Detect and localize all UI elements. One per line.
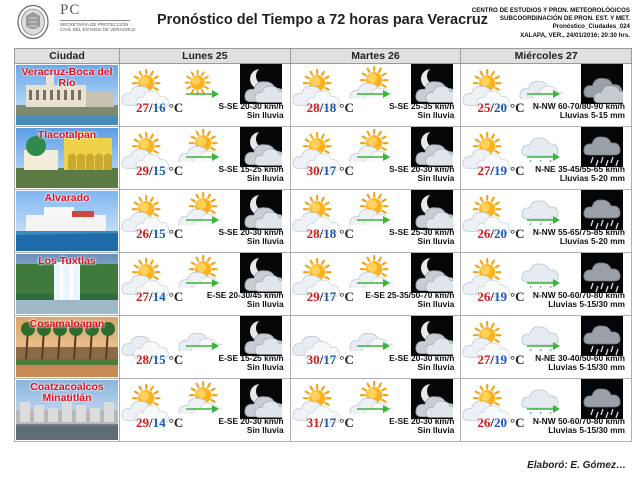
moon-cloud-icon bbox=[240, 316, 282, 356]
temp-unit: °C bbox=[168, 415, 184, 430]
wind-speed: E-SE 20-30/45 km/h bbox=[206, 290, 284, 300]
rain-forecast: Sin lluvia bbox=[417, 173, 455, 183]
city-cell bbox=[15, 127, 120, 190]
wind-speed: S-SE 20-30 km/h bbox=[218, 101, 284, 111]
temp-unit: °C bbox=[168, 352, 184, 367]
forecast-cell bbox=[290, 190, 461, 253]
wind-speed: N-NW 55-65/75-85 km/h bbox=[532, 227, 625, 237]
temp-max: 27 bbox=[136, 100, 149, 115]
rain-dark-icon bbox=[581, 127, 623, 167]
rain-forecast: Sin lluvia bbox=[246, 236, 284, 246]
temp-max: 28 bbox=[306, 100, 320, 115]
wind-rain-text bbox=[389, 354, 454, 372]
wind-arrow-icon bbox=[357, 404, 391, 414]
temp-unit: °C bbox=[509, 352, 525, 367]
temp-max: 27 bbox=[477, 352, 491, 367]
wind-arrow-icon bbox=[357, 278, 391, 288]
forecast-cell bbox=[461, 253, 632, 316]
issuer-line-1: CENTRO DE ESTUDIOS Y PRON. METEOROLÓGICOS bbox=[471, 7, 630, 14]
wind-arrow-icon bbox=[357, 341, 391, 351]
forecast-cell bbox=[290, 64, 461, 127]
wind-rain-text bbox=[535, 354, 625, 372]
rain-dark-icon bbox=[581, 316, 623, 356]
rain-forecast: Sin lluvia bbox=[417, 362, 455, 372]
forecast-cell bbox=[120, 127, 291, 190]
wind-arrow-icon bbox=[527, 89, 561, 99]
temp-unit: °C bbox=[168, 289, 184, 304]
forecast-cell bbox=[290, 379, 461, 442]
logo-rule bbox=[60, 20, 130, 21]
temp-max: 27 bbox=[477, 163, 491, 178]
wind-speed: S-SE 25-30 km/h bbox=[389, 227, 455, 237]
wind-rain-text bbox=[389, 417, 454, 435]
wind-arrow-icon bbox=[527, 278, 561, 288]
wind-arrow-icon bbox=[357, 89, 391, 99]
temp-separator: / bbox=[149, 415, 153, 430]
forecast-cell bbox=[290, 316, 461, 379]
temperature bbox=[477, 289, 524, 305]
table-row bbox=[15, 190, 632, 253]
temp-max: 27 bbox=[136, 289, 149, 304]
rain-forecast: Lluvias 5-15/30 mm bbox=[548, 362, 625, 372]
rain-forecast: Lluvias 5-20 mm bbox=[559, 173, 625, 183]
moon-cloud-icon bbox=[411, 316, 453, 356]
column-header-day-1: Lunes 25 bbox=[120, 49, 291, 64]
rain-forecast: Sin lluvia bbox=[417, 425, 455, 435]
temp-separator: / bbox=[319, 100, 324, 115]
temp-separator: / bbox=[490, 163, 494, 178]
temp-separator: / bbox=[490, 352, 494, 367]
temp-separator: / bbox=[149, 352, 153, 367]
logo-text: PC bbox=[60, 2, 81, 18]
wind-rain-text bbox=[535, 165, 625, 183]
temperature bbox=[136, 226, 183, 242]
temp-unit: °C bbox=[339, 289, 354, 304]
wind-speed: N-NW 50-60/70-80 km/h bbox=[532, 290, 625, 300]
temp-max: 28 bbox=[136, 352, 149, 367]
temp-unit: °C bbox=[339, 352, 354, 367]
city-name: Coatzacoalcos Minatitlán bbox=[30, 381, 104, 404]
wind-speed: E-SE 20-30 km/h bbox=[389, 416, 455, 426]
rain-forecast: Sin lluvia bbox=[246, 299, 284, 309]
issue-datetime: XALAPA, VER., 24/01/2016; 20:30 hrs. bbox=[520, 31, 630, 39]
temp-max: 26 bbox=[477, 289, 491, 304]
state-seal-icon bbox=[16, 4, 50, 40]
city-name: Veracruz-Boca del Río bbox=[21, 66, 113, 89]
forecast-cell bbox=[461, 379, 632, 442]
temp-separator: / bbox=[490, 226, 494, 241]
wind-arrow-icon bbox=[186, 215, 220, 225]
wind-speed: S-SE 25-35 km/h bbox=[389, 101, 455, 111]
issuer-block bbox=[430, 7, 630, 40]
city-name: Alvarado bbox=[44, 192, 90, 204]
wind-speed: E-SE 20-30 km/h bbox=[218, 416, 284, 426]
rain-forecast: Lluvias 5-15/30 mm bbox=[548, 299, 625, 309]
table-header-row bbox=[15, 49, 632, 64]
cloud-dark-icon bbox=[581, 64, 623, 104]
temp-min: 17 bbox=[323, 415, 337, 430]
forecast-cell bbox=[120, 64, 291, 127]
temp-max: 29 bbox=[306, 289, 320, 304]
temperature bbox=[477, 352, 524, 368]
temp-max: 29 bbox=[136, 163, 149, 178]
table-row bbox=[15, 64, 632, 127]
wind-rain-text bbox=[533, 228, 625, 246]
temp-min: 18 bbox=[323, 226, 337, 241]
temp-min: 19 bbox=[493, 352, 507, 367]
wind-rain-text bbox=[533, 417, 625, 435]
temp-max: 30 bbox=[306, 163, 320, 178]
rain-forecast: Sin lluvia bbox=[417, 110, 455, 120]
temperature bbox=[136, 415, 183, 431]
temperature bbox=[307, 289, 354, 305]
wind-arrow-icon bbox=[527, 341, 561, 351]
temp-separator: / bbox=[319, 163, 324, 178]
temp-min: 17 bbox=[323, 352, 337, 367]
temperature bbox=[307, 226, 354, 242]
issuer-line-2: SUBCOORDINACIÓN DE PRON. EST. Y MET. bbox=[499, 15, 630, 23]
temperature bbox=[477, 100, 524, 116]
rain-forecast: Sin lluvia bbox=[246, 110, 284, 120]
temp-min: 16 bbox=[152, 100, 166, 115]
forecast-cell bbox=[120, 190, 291, 253]
city-name: Tlacotalpan bbox=[37, 129, 97, 141]
temperature bbox=[307, 415, 354, 431]
rain-forecast: Sin lluvia bbox=[417, 299, 455, 309]
rain-forecast: Sin lluvia bbox=[246, 173, 284, 183]
temperature bbox=[477, 163, 524, 179]
wind-speed: S-SE 15-25 km/h bbox=[218, 164, 284, 174]
wind-rain-text bbox=[533, 102, 625, 120]
moon-cloud-icon bbox=[411, 253, 453, 293]
wind-arrow-icon bbox=[186, 341, 220, 351]
table-row bbox=[15, 316, 632, 379]
page-title: Pronóstico del Tiempo a 72 horas para Veracruz bbox=[157, 12, 488, 28]
moon-cloud-icon bbox=[411, 190, 453, 230]
author-credit: Elaboró: E. Gómez… bbox=[527, 460, 626, 471]
temp-min: 14 bbox=[152, 289, 166, 304]
temp-min: 15 bbox=[152, 226, 166, 241]
forecast-cell bbox=[461, 316, 632, 379]
moon-cloud-icon bbox=[411, 379, 453, 419]
rain-forecast: Sin lluvia bbox=[246, 425, 284, 435]
temp-separator: / bbox=[490, 100, 494, 115]
temp-max: 26 bbox=[477, 226, 491, 241]
wind-arrow-icon bbox=[186, 152, 220, 162]
temp-unit: °C bbox=[509, 163, 525, 178]
moon-cloud-icon bbox=[240, 379, 282, 419]
temp-min: 17 bbox=[323, 163, 337, 178]
header bbox=[0, 0, 640, 46]
temp-min: 20 bbox=[493, 100, 507, 115]
column-header-day-2: Martes 26 bbox=[290, 49, 461, 64]
temp-max: 25 bbox=[477, 100, 491, 115]
temp-max: 30 bbox=[306, 352, 320, 367]
wind-arrow-icon bbox=[186, 404, 220, 414]
wind-arrow-icon bbox=[527, 404, 561, 414]
wind-speed: S-SE 20-30 km/h bbox=[389, 164, 455, 174]
moon-cloud-icon bbox=[240, 127, 282, 167]
wind-rain-text bbox=[533, 291, 625, 309]
temp-max: 26 bbox=[136, 226, 149, 241]
wind-rain-text bbox=[218, 102, 283, 120]
temp-min: 19 bbox=[493, 163, 507, 178]
temperature bbox=[136, 352, 183, 368]
wind-speed: S-SE 20-30 km/h bbox=[218, 227, 284, 237]
wind-speed: E-SE 15-25 km/h bbox=[218, 353, 284, 363]
forecast-file: Pronóstico_Ciudades_024 bbox=[552, 23, 630, 31]
temp-separator: / bbox=[319, 415, 324, 430]
wind-rain-text bbox=[218, 417, 283, 435]
temp-unit: °C bbox=[339, 163, 354, 178]
city-cell bbox=[15, 379, 120, 442]
temp-min: 20 bbox=[493, 415, 507, 430]
city-name: Los Tuxtlas bbox=[38, 255, 96, 267]
moon-cloud-icon bbox=[411, 127, 453, 167]
forecast-cell bbox=[461, 64, 632, 127]
temp-min: 15 bbox=[152, 352, 166, 367]
moon-cloud-icon bbox=[240, 64, 282, 104]
wind-arrow-icon bbox=[357, 152, 391, 162]
temperature bbox=[477, 415, 524, 431]
temp-max: 31 bbox=[306, 415, 320, 430]
temperature bbox=[136, 163, 183, 179]
temp-unit: °C bbox=[339, 226, 354, 241]
temp-min: 17 bbox=[323, 289, 337, 304]
forecast-cell bbox=[290, 253, 461, 316]
temp-unit: °C bbox=[509, 289, 525, 304]
forecast-cell bbox=[120, 379, 291, 442]
table-row bbox=[15, 127, 632, 190]
temp-unit: °C bbox=[168, 100, 184, 115]
temp-min: 19 bbox=[493, 289, 507, 304]
moon-cloud-icon bbox=[411, 64, 453, 104]
temperature bbox=[136, 100, 183, 116]
wind-rain-text bbox=[207, 291, 284, 309]
rain-dark-icon bbox=[581, 253, 623, 293]
forecast-cell bbox=[290, 127, 461, 190]
agency-name: SECRETARÍA DE PROTECCIÓN CIVIL DEL ESTADO DE VERACRUZ bbox=[60, 22, 136, 33]
temp-separator: / bbox=[319, 352, 324, 367]
forecast-cell bbox=[461, 127, 632, 190]
wind-speed: N-NE 30-40/50-60 km/h bbox=[535, 353, 625, 363]
temp-unit: °C bbox=[509, 415, 525, 430]
rain-forecast: Sin lluvia bbox=[417, 236, 455, 246]
rain-forecast: Sin lluvia bbox=[246, 362, 284, 372]
forecast-cell bbox=[120, 316, 291, 379]
wind-speed: N-NW 60-70/80-90 km/h bbox=[532, 101, 625, 111]
wind-speed: E-SE 25-35/50-70 km/h bbox=[365, 290, 455, 300]
temperature bbox=[477, 226, 524, 242]
temp-unit: °C bbox=[509, 226, 525, 241]
column-header-city: Ciudad bbox=[15, 49, 120, 64]
rain-dark-icon bbox=[581, 379, 623, 419]
temp-separator: / bbox=[490, 415, 494, 430]
wind-arrow-icon bbox=[357, 215, 391, 225]
temp-min: 14 bbox=[152, 415, 166, 430]
temp-separator: / bbox=[149, 163, 153, 178]
temp-separator: / bbox=[490, 289, 494, 304]
temperature bbox=[136, 289, 183, 305]
temp-separator: / bbox=[149, 100, 153, 115]
temp-unit: °C bbox=[168, 163, 184, 178]
wind-speed: N-NE 35-45/55-65 km/h bbox=[535, 164, 625, 174]
temp-separator: / bbox=[319, 226, 324, 241]
wind-arrow-icon bbox=[186, 278, 220, 288]
temp-separator: / bbox=[149, 226, 153, 241]
rain-dark-icon bbox=[581, 190, 623, 230]
temp-unit: °C bbox=[339, 415, 354, 430]
table-row bbox=[15, 379, 632, 442]
rain-forecast: Lluvias 5-15 mm bbox=[559, 110, 625, 120]
city-cell bbox=[15, 253, 120, 316]
temperature bbox=[307, 100, 354, 116]
forecast-table bbox=[14, 48, 632, 442]
wind-arrow-icon bbox=[186, 89, 220, 99]
temperature bbox=[307, 163, 354, 179]
temp-separator: / bbox=[149, 289, 153, 304]
moon-cloud-icon bbox=[240, 190, 282, 230]
forecast-cell bbox=[461, 190, 632, 253]
wind-rain-text bbox=[389, 102, 454, 120]
temp-min: 15 bbox=[152, 163, 166, 178]
rain-forecast: Lluvias 5-15/30 mm bbox=[548, 425, 625, 435]
forecast-cell bbox=[120, 253, 291, 316]
wind-rain-text bbox=[389, 165, 454, 183]
temp-separator: / bbox=[319, 289, 324, 304]
rain-forecast: Lluvias 5-20 mm bbox=[559, 236, 625, 246]
wind-speed: E-SE 20-30 km/h bbox=[389, 353, 455, 363]
temperature bbox=[307, 352, 354, 368]
temp-max: 28 bbox=[306, 226, 320, 241]
wind-rain-text bbox=[218, 228, 283, 246]
column-header-day-3: Miércoles 27 bbox=[461, 49, 632, 64]
wind-rain-text bbox=[389, 228, 454, 246]
city-name: Cosamaloapan bbox=[29, 318, 105, 330]
city-cell bbox=[15, 64, 120, 127]
temp-min: 18 bbox=[323, 100, 337, 115]
moon-cloud-icon bbox=[240, 253, 282, 293]
wind-rain-text bbox=[218, 354, 283, 372]
wind-rain-text bbox=[365, 291, 454, 309]
wind-arrow-icon bbox=[527, 152, 561, 162]
city-cell bbox=[15, 190, 120, 253]
temp-min: 20 bbox=[493, 226, 507, 241]
temp-max: 29 bbox=[136, 415, 149, 430]
temp-unit: °C bbox=[339, 100, 354, 115]
temp-max: 26 bbox=[477, 415, 491, 430]
wind-arrow-icon bbox=[527, 215, 561, 225]
table-row bbox=[15, 253, 632, 316]
wind-rain-text bbox=[218, 165, 283, 183]
wind-speed: N-NW 50-60/70-80 km/h bbox=[532, 416, 625, 426]
city-cell bbox=[15, 316, 120, 379]
temp-unit: °C bbox=[509, 100, 525, 115]
temp-unit: °C bbox=[168, 226, 184, 241]
